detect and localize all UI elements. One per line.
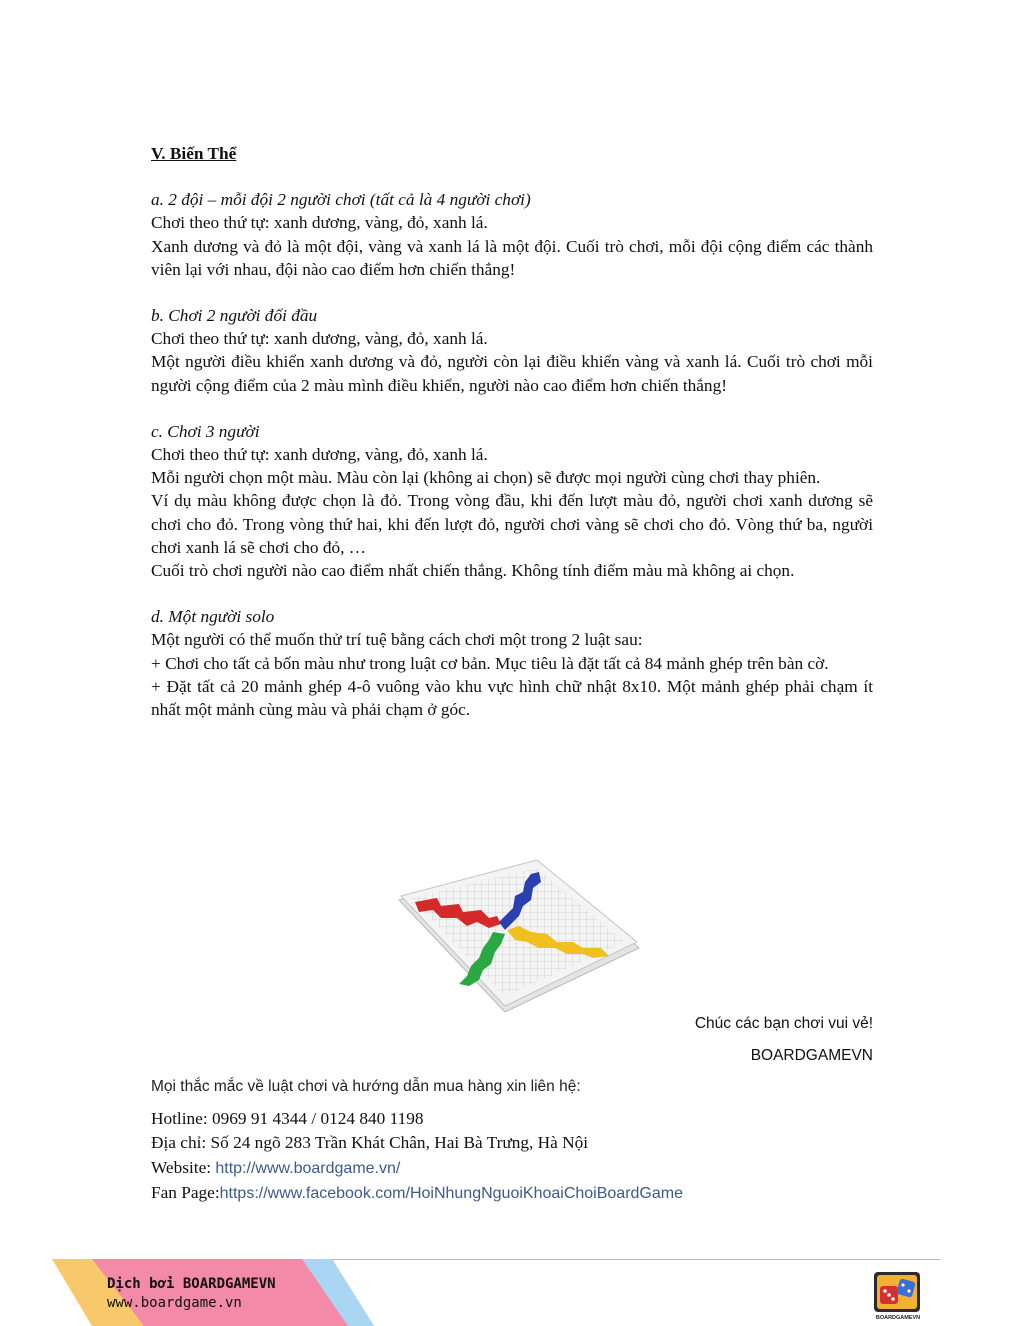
variant-c-line: Mỗi người chọn một màu. Màu còn lại (không ai chọn) sẽ được mọi người cùng chơi thay phiên. [151,468,821,488]
variant-b-title: b. Chơi 2 người đối đầu [151,306,318,326]
contact-intro: Mọi thắc mắc về luật chơi và hướng dẫn mua hàng xin liên hệ: [151,1078,581,1095]
variant-b-line: Một người điều khiển xanh dương và đỏ, người còn lại điều khiển vàng và xanh lá. Cuối trò chơi mỗi người cộng điểm của 2 màu mình điều khiển, người nào cao điểm hơn chiến thắng! [151,352,873,395]
variant-d-line: Một người có thể muốn thử trí tuệ bằng cách chơi một trong 2 luật sau: [151,630,643,650]
boardgamevn-logo-icon [870,1266,926,1322]
hotline: Hotline: 0969 91 4344 / 0124 840 1198 [151,1109,424,1128]
footer-website: www.boardgame.vn [107,1295,242,1311]
variant-c-line: Cuối trò chơi người nào cao điểm nhất chiến thắng. Không tính điểm màu mà không ai chọn. [151,561,795,581]
fanpage-label: Fan Page: [151,1182,220,1202]
fanpage-row [151,1181,683,1206]
translated-by: Dịch bởi BOARDGAMEVN [107,1276,276,1292]
closing-signature: BOARDGAMEVN [750,1047,873,1064]
variant-d [151,605,873,721]
variant-b-line: Chơi theo thứ tự: xanh dương, vàng, đỏ, xanh lá. [151,329,488,349]
variant-d-title: d. Một người solo [151,607,275,627]
variant-a-line: Chơi theo thứ tự: xanh dương, vàng, đỏ, xanh lá. [151,213,488,233]
website-label: Website: [151,1157,216,1177]
website-link[interactable]: http://www.boardgame.vn/ [215,1159,401,1177]
contact-block [151,1107,683,1206]
variant-c-line: Chơi theo thứ tự: xanh dương, vàng, đỏ, xanh lá. [151,445,488,465]
board-illustration [397,856,641,1012]
variant-a-line: Xanh dương và đỏ là một đội, vàng và xanh lá là một đội. Cuối trò chơi, mỗi đội cộng điểm các thành viên lại với nhau, đội nào cao điểm hơn chiến thắng! [151,236,873,279]
variant-a-title: a. 2 đội – mỗi đội 2 người chơi (tất cả là 4 người chơi) [151,190,531,210]
board-image [397,856,641,1012]
logo-text: BOARDGAMEVN [875,1315,921,1321]
variant-d-line: + Chơi cho tất cả bốn màu như trong luật cơ bản. Mục tiêu là đặt tất cả 84 mảnh ghép trên bàn cờ. [151,653,829,673]
variant-b [151,304,873,397]
variant-c [151,420,873,582]
footer-divider [330,1259,940,1260]
footer-banner-text [107,1275,276,1313]
variant-c-line: Ví dụ màu không được chọn là đỏ. Trong vòng đầu, khi đến lượt màu đỏ, người chơi xanh dương sẽ chơi cho đỏ. Trong vòng thứ hai, khi đến lượt đỏ, người chơi vàng sẽ chơi cho đỏ. Vòng thứ ba, người chơi xanh lá sẽ chơi cho đỏ, … [151,491,873,557]
variant-a [151,188,873,281]
closing-greeting: Chúc các bạn chơi vui vẻ! [694,1015,873,1032]
variant-c-title: c. Chơi 3 người [151,421,260,441]
section-heading: V. Biến Thể [151,144,237,163]
website-row [151,1156,683,1181]
address: Địa chỉ: Số 24 ngõ 283 Trần Khát Chân, Hai Bà Trưng, Hà Nội [151,1133,589,1153]
fanpage-link[interactable]: https://www.facebook.com/HoiNhungNguoiKhoaiChoiBoardGame [219,1184,683,1202]
variant-d-line: + Đặt tất cả 20 mảnh ghép 4-ô vuông vào khu vực hình chữ nhật 8x10. Một mảnh ghép phải chạm ít nhất một mảnh cùng màu và phải chạm ở góc. [151,676,873,720]
rules-content [151,142,873,744]
